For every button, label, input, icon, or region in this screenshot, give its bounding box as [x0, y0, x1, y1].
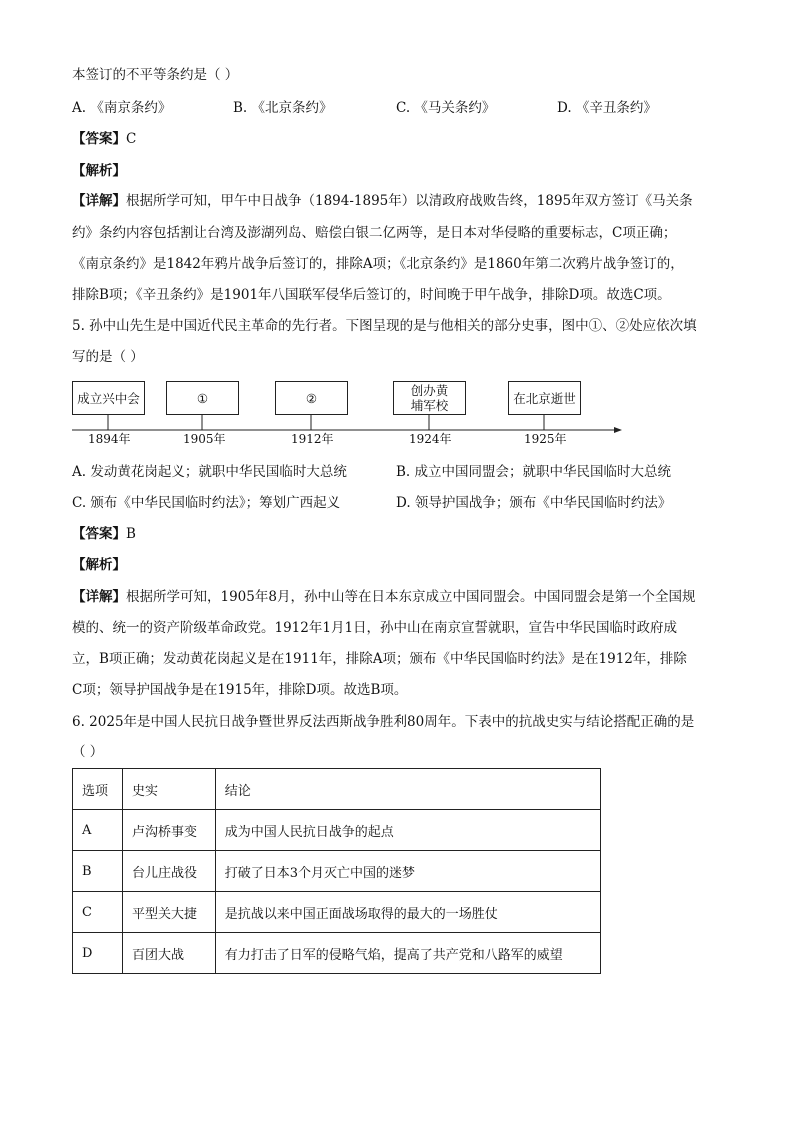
- timeline-year: 1912年: [291, 432, 334, 446]
- timeline-year: 1924年: [409, 432, 452, 446]
- q5-detail-line-1: [72, 588, 695, 606]
- timeline-event-box: ②: [275, 381, 348, 415]
- q4-option-a: A. 《南京条约》: [72, 100, 172, 116]
- timeline-event-box: 创办黄埔军校: [393, 381, 466, 415]
- table-header: 选项: [73, 769, 123, 810]
- table-row: [73, 810, 601, 851]
- table-cell: 卢沟桥事变: [122, 810, 215, 851]
- table-header: 结论: [215, 769, 600, 810]
- table-row: [73, 851, 601, 892]
- answer-label: 【答案】: [72, 526, 126, 542]
- q4-detail-line-2: 约》条约内容包括割让台湾及澎湖列岛、赔偿白银二亿两等，是日本对华侵略的重要标志，C项正确；: [72, 225, 677, 241]
- table-row: [73, 892, 601, 933]
- table-cell: 有力打击了日军的侵略气焰，提高了共产党和八路军的威望: [215, 933, 600, 974]
- q5-option-b: B. 成立中国同盟会；就职中华民国临时大总统: [396, 464, 672, 480]
- q5-option-a: A. 发动黄花岗起义；就职中华民国临时大总统: [72, 464, 347, 480]
- table-cell: D: [73, 933, 123, 974]
- detail-text: 根据所学可知，甲午中日战争（1894-1895年）以清政府战败告终，1895年双方签订《马关条: [126, 193, 693, 209]
- answer-label: 【答案】: [72, 131, 126, 147]
- q4-option-c: C. 《马关条约》: [396, 100, 496, 116]
- timeline-year: 1925年: [524, 432, 567, 446]
- table-cell: A: [73, 810, 123, 851]
- timeline-event-box: ①: [166, 381, 239, 415]
- table-cell: 百团大战: [122, 933, 215, 974]
- table-row: [73, 933, 601, 974]
- table-cell: 平型关大捷: [122, 892, 215, 933]
- timeline-event-box: 成立兴中会: [72, 381, 145, 415]
- q4-option-d: D. 《辛丑条约》: [557, 100, 657, 116]
- q5-detail-line-4: C项；领导护国战争是在1915年，排除D项。故选B项。: [72, 682, 408, 698]
- q4-analysis-label: 【解析】: [72, 163, 126, 179]
- q5-stem-line-1: 5. 孙中山先生是中国近代民主革命的先行者。下图呈现的是与他相关的部分史事，图中①、②处应依次填: [72, 318, 697, 334]
- table-cell: 成为中国人民抗日战争的起点: [215, 810, 600, 851]
- answer-value: B: [126, 526, 136, 542]
- q4-detail-line-4: 排除B项；《辛丑条约》是1901年八国联军侵华后签订的，时间晚于甲午战争，排除D项。故选C项。: [72, 287, 671, 303]
- q4-option-b: B. 《北京条约》: [233, 100, 333, 116]
- table-header-row: [73, 769, 601, 810]
- table-cell: B: [73, 851, 123, 892]
- table-cell: 台儿庄战役: [122, 851, 215, 892]
- timeline-year: 1905年: [183, 432, 226, 446]
- timeline-axis: [0, 0, 794, 460]
- q6-stem-line-1: 6. 2025年是中国人民抗日战争暨世界反法西斯战争胜利80周年。下表中的抗战史实与结论搭配正确的是: [72, 714, 695, 730]
- detail-text: 根据所学可知，1905年8月，孙中山等在日本东京成立中国同盟会。中国同盟会是第一个全国规: [126, 589, 696, 605]
- timeline-year: 1894年: [88, 432, 131, 446]
- q4-stem-end: 本签订的不平等条约是（ ）: [72, 67, 239, 83]
- q5-detail-line-3: 立，B项正确；发动黄花岗起义是在1911年，排除A项；颁布《中华民国临时约法》是在1912年，排除: [72, 651, 687, 667]
- q5-answer: [72, 525, 136, 543]
- table-cell: C: [73, 892, 123, 933]
- timeline-event-box: 在北京逝世: [508, 381, 581, 415]
- q5-option-c: C. 颁布《中华民国临时约法》；筹划广西起义: [72, 495, 341, 511]
- q5-analysis-label: 【解析】: [72, 557, 126, 573]
- q4-detail-line-3: 《南京条约》是1842年鸦片战争后签订的，排除A项；《北京条约》是1860年第二次鸦片战争签订的，: [72, 256, 684, 272]
- table-cell: 打破了日本3个月灭亡中国的迷梦: [215, 851, 600, 892]
- table-header: 史实: [122, 769, 215, 810]
- q6-stem-line-2: （ ）: [72, 744, 104, 760]
- detail-label: 【详解】: [72, 193, 126, 209]
- q5-stem-line-2: 写的是（ ）: [72, 349, 144, 365]
- table-cell: 是抗战以来中国正面战场取得的最大的一场胜仗: [215, 892, 600, 933]
- q5-detail-line-2: 模的、统一的资产阶级革命政党。1912年1月1日，孙中山在南京宣誓就职，宣告中华民国临时政府成: [72, 620, 678, 636]
- answer-value: C: [126, 131, 137, 147]
- detail-label: 【详解】: [72, 589, 126, 605]
- q5-option-d: D. 领导护国战争；颁布《中华民国临时约法》: [396, 495, 672, 511]
- q6-table: [72, 768, 601, 974]
